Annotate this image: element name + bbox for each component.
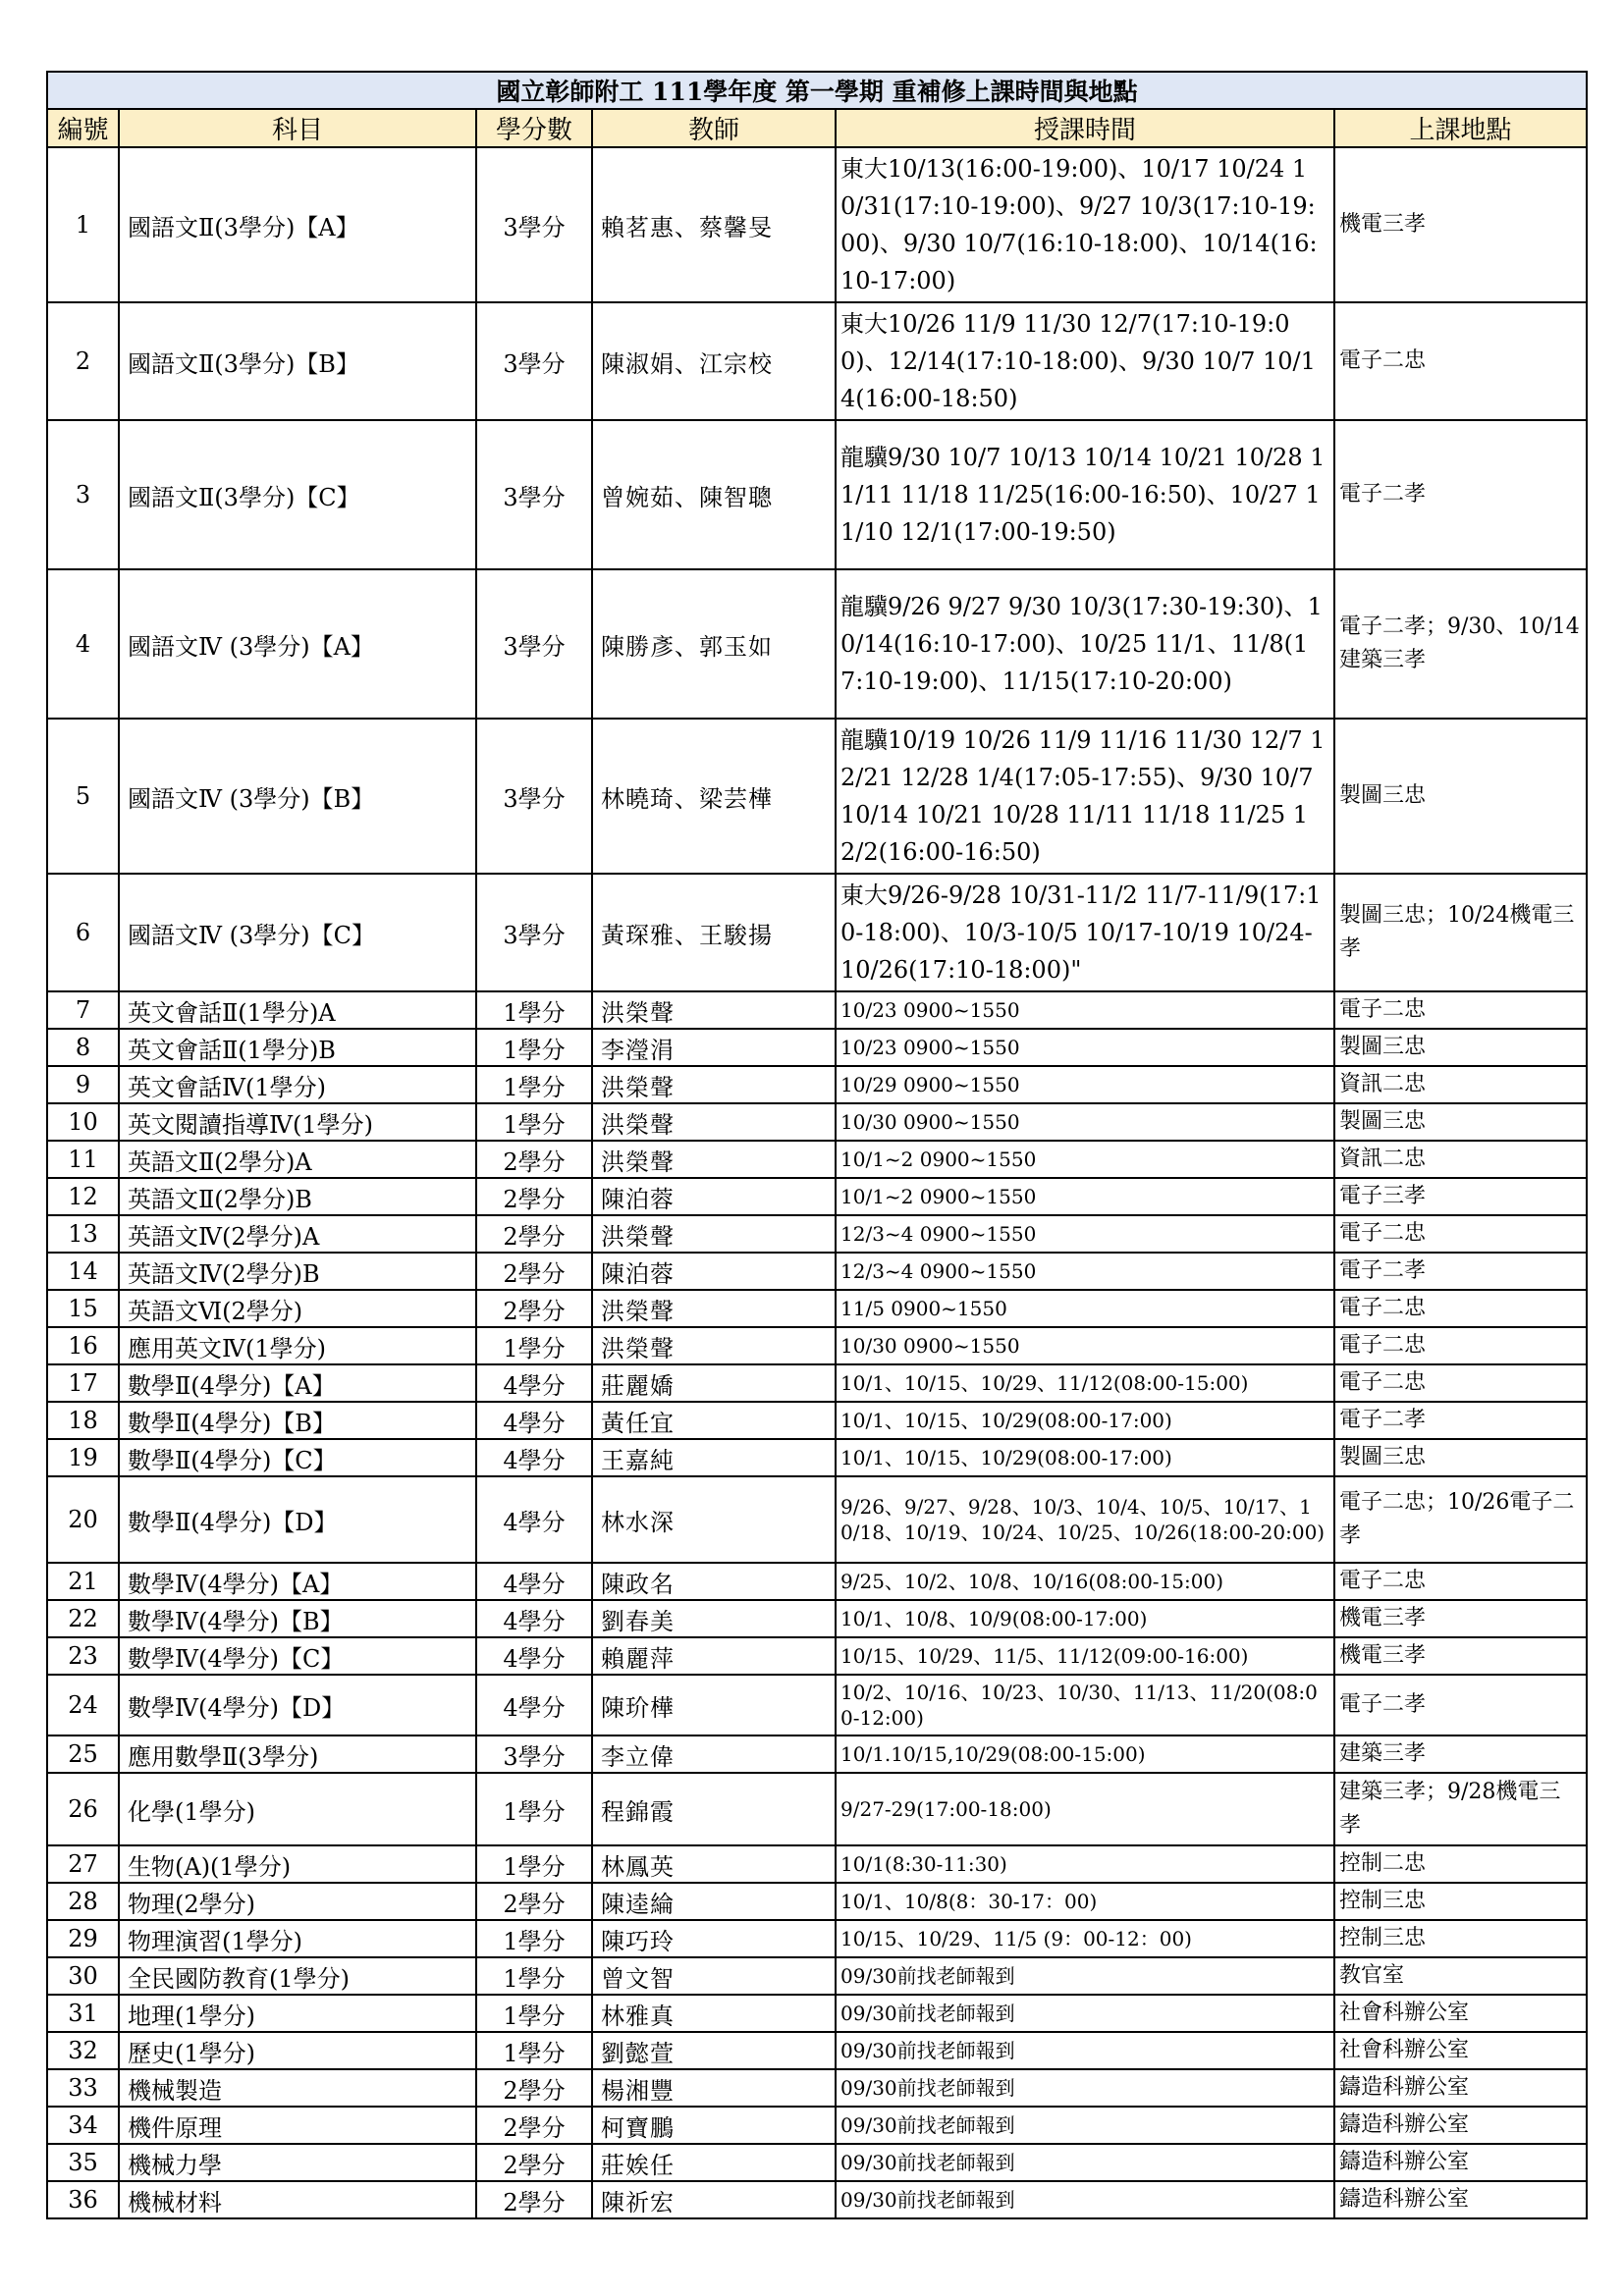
row-number: 18 bbox=[47, 1402, 119, 1439]
row-teacher: 洪榮聲 bbox=[592, 991, 836, 1029]
row-time: 10/1~2 0900~1550 bbox=[836, 1141, 1334, 1178]
row-location: 社會科辦公室 bbox=[1334, 2032, 1587, 2069]
row-number: 22 bbox=[47, 1600, 119, 1637]
row-credits: 4學分 bbox=[476, 1637, 592, 1675]
row-number: 34 bbox=[47, 2107, 119, 2144]
table-row bbox=[47, 1029, 1587, 1066]
row-number: 9 bbox=[47, 1066, 119, 1103]
row-location: 鑄造科辦公室 bbox=[1334, 2107, 1587, 2144]
row-teacher: 林水深 bbox=[592, 1476, 836, 1563]
row-number: 3 bbox=[47, 420, 119, 569]
row-number: 32 bbox=[47, 2032, 119, 2069]
table-row bbox=[47, 2069, 1587, 2107]
row-credits: 4學分 bbox=[476, 1402, 592, 1439]
row-teacher: 莊娭任 bbox=[592, 2144, 836, 2181]
row-teacher: 洪榮聲 bbox=[592, 1327, 836, 1364]
table-row bbox=[47, 1995, 1587, 2032]
row-location: 製圖三忠 bbox=[1334, 1103, 1587, 1141]
row-teacher: 陳政名 bbox=[592, 1563, 836, 1600]
table-row bbox=[47, 1178, 1587, 1215]
table-row bbox=[47, 569, 1587, 719]
table-title: 國立彰師附工 111學年度 第一學期 重補修上課時間與地點 bbox=[47, 72, 1587, 109]
row-credits: 4學分 bbox=[476, 1439, 592, 1476]
row-teacher: 陳祈宏 bbox=[592, 2181, 836, 2218]
row-teacher: 曾婉茹、陳智聰 bbox=[592, 420, 836, 569]
row-number: 8 bbox=[47, 1029, 119, 1066]
row-time: 10/1、10/15、10/29(08:00-17:00) bbox=[836, 1439, 1334, 1476]
row-credits: 1學分 bbox=[476, 1029, 592, 1066]
row-subject: 機械力學 bbox=[119, 2144, 476, 2181]
row-location: 資訊二忠 bbox=[1334, 1066, 1587, 1103]
row-location: 鑄造科辦公室 bbox=[1334, 2069, 1587, 2107]
row-time: 龍驥9/26 9/27 9/30 10/3(17:30-19:30)、10/14(16:10-17:00)、10/25 11/1、11/8(17:10-19:00)、11/15(17:10-20:00) bbox=[836, 569, 1334, 719]
table-row bbox=[47, 1883, 1587, 1920]
row-number: 5 bbox=[47, 719, 119, 874]
table-row bbox=[47, 1637, 1587, 1675]
row-credits: 1學分 bbox=[476, 1957, 592, 1995]
table-row bbox=[47, 1141, 1587, 1178]
row-teacher: 陳逵綸 bbox=[592, 1883, 836, 1920]
row-teacher: 洪榮聲 bbox=[592, 1290, 836, 1327]
header-location: 上課地點 bbox=[1334, 109, 1587, 147]
row-time: 09/30前找老師報到 bbox=[836, 2107, 1334, 2144]
row-subject: 生物(A)(1學分) bbox=[119, 1845, 476, 1883]
row-time: 09/30前找老師報到 bbox=[836, 2181, 1334, 2218]
row-location: 鑄造科辦公室 bbox=[1334, 2181, 1587, 2218]
row-subject: 英文會話Ⅱ(1學分)A bbox=[119, 991, 476, 1029]
row-number: 6 bbox=[47, 874, 119, 991]
row-credits: 2學分 bbox=[476, 1141, 592, 1178]
header-teacher: 教師 bbox=[592, 109, 836, 147]
row-location: 電子二忠 bbox=[1334, 1290, 1587, 1327]
row-time: 10/2、10/16、10/23、10/30、11/13、11/20(08:00-12:00) bbox=[836, 1675, 1334, 1735]
row-teacher: 王嘉純 bbox=[592, 1439, 836, 1476]
row-location: 建築三孝；9/28機電三孝 bbox=[1334, 1773, 1587, 1845]
table-row bbox=[47, 302, 1587, 420]
row-location: 電子二忠；10/26電子二孝 bbox=[1334, 1476, 1587, 1563]
row-number: 11 bbox=[47, 1141, 119, 1178]
table-row bbox=[47, 2144, 1587, 2181]
table-row bbox=[47, 1600, 1587, 1637]
row-time: 10/1、10/15、10/29(08:00-17:00) bbox=[836, 1402, 1334, 1439]
table-row bbox=[47, 1563, 1587, 1600]
row-teacher: 洪榮聲 bbox=[592, 1141, 836, 1178]
row-subject: 機件原理 bbox=[119, 2107, 476, 2144]
row-number: 28 bbox=[47, 1883, 119, 1920]
row-number: 21 bbox=[47, 1563, 119, 1600]
row-number: 2 bbox=[47, 302, 119, 420]
row-number: 33 bbox=[47, 2069, 119, 2107]
row-teacher: 李立偉 bbox=[592, 1735, 836, 1773]
row-time: 10/1~2 0900~1550 bbox=[836, 1178, 1334, 1215]
table-row bbox=[47, 1215, 1587, 1253]
row-teacher: 柯寶鵬 bbox=[592, 2107, 836, 2144]
row-subject: 國語文Ⅱ(3學分)【C】 bbox=[119, 420, 476, 569]
row-time: 東大9/26-9/28 10/31-11/2 11/7-11/9(17:10-18:00)、10/3-10/5 10/17-10/19 10/24-10/26(17:10-18:00)" bbox=[836, 874, 1334, 991]
row-teacher: 洪榮聲 bbox=[592, 1066, 836, 1103]
row-subject: 全民國防教育(1學分) bbox=[119, 1957, 476, 1995]
table-row bbox=[47, 2032, 1587, 2069]
table-row bbox=[47, 1476, 1587, 1563]
row-credits: 3學分 bbox=[476, 874, 592, 991]
row-time: 09/30前找老師報到 bbox=[836, 1957, 1334, 1995]
row-subject: 英語文Ⅵ(2學分) bbox=[119, 1290, 476, 1327]
row-number: 26 bbox=[47, 1773, 119, 1845]
row-time: 10/30 0900~1550 bbox=[836, 1103, 1334, 1141]
row-credits: 2學分 bbox=[476, 1215, 592, 1253]
row-time: 龍驥9/30 10/7 10/13 10/14 10/21 10/28 11/11 11/18 11/25(16:00-16:50)、10/27 11/10 12/1(17:00-19:50) bbox=[836, 420, 1334, 569]
row-subject: 數學Ⅱ(4學分)【B】 bbox=[119, 1402, 476, 1439]
row-teacher: 洪榮聲 bbox=[592, 1215, 836, 1253]
row-credits: 1學分 bbox=[476, 1845, 592, 1883]
row-teacher: 劉春美 bbox=[592, 1600, 836, 1637]
row-number: 35 bbox=[47, 2144, 119, 2181]
row-teacher: 陳玠樺 bbox=[592, 1675, 836, 1735]
row-subject: 國語文Ⅳ (3學分)【A】 bbox=[119, 569, 476, 719]
table-row bbox=[47, 1066, 1587, 1103]
row-teacher: 陳泊蓉 bbox=[592, 1253, 836, 1290]
row-number: 17 bbox=[47, 1364, 119, 1402]
row-teacher: 黃任宜 bbox=[592, 1402, 836, 1439]
row-number: 13 bbox=[47, 1215, 119, 1253]
row-subject: 英文會話Ⅳ(1學分) bbox=[119, 1066, 476, 1103]
row-number: 30 bbox=[47, 1957, 119, 1995]
row-credits: 3學分 bbox=[476, 1735, 592, 1773]
row-number: 27 bbox=[47, 1845, 119, 1883]
row-subject: 數學Ⅱ(4學分)【C】 bbox=[119, 1439, 476, 1476]
row-number: 7 bbox=[47, 991, 119, 1029]
row-subject: 應用數學Ⅱ(3學分) bbox=[119, 1735, 476, 1773]
header-no: 編號 bbox=[47, 109, 119, 147]
row-location: 電子二孝 bbox=[1334, 420, 1587, 569]
row-teacher: 陳巧玲 bbox=[592, 1920, 836, 1957]
row-location: 資訊二忠 bbox=[1334, 1141, 1587, 1178]
row-subject: 物理(2學分) bbox=[119, 1883, 476, 1920]
row-teacher: 程錦霞 bbox=[592, 1773, 836, 1845]
table-row bbox=[47, 147, 1587, 302]
row-time: 龍驥10/19 10/26 11/9 11/16 11/30 12/7 12/21 12/28 1/4(17:05-17:55)、9/30 10/7 10/14 10/21 10/28 11/11 11/18 11/25 12/2(16:00-16:50) bbox=[836, 719, 1334, 874]
row-number: 20 bbox=[47, 1476, 119, 1563]
table-row bbox=[47, 1735, 1587, 1773]
table-row bbox=[47, 874, 1587, 991]
table-row bbox=[47, 2107, 1587, 2144]
row-time: 東大10/26 11/9 11/30 12/7(17:10-19:00)、12/14(17:10-18:00)、9/30 10/7 10/14(16:00-18:50) bbox=[836, 302, 1334, 420]
row-time: 10/1.10/15,10/29(08:00-15:00) bbox=[836, 1735, 1334, 1773]
table-row bbox=[47, 719, 1587, 874]
row-teacher: 林曉琦、梁芸樺 bbox=[592, 719, 836, 874]
table-row bbox=[47, 1327, 1587, 1364]
row-credits: 1學分 bbox=[476, 1103, 592, 1141]
row-location: 控制三忠 bbox=[1334, 1883, 1587, 1920]
row-location: 製圖三忠 bbox=[1334, 1029, 1587, 1066]
row-credits: 2學分 bbox=[476, 1290, 592, 1327]
row-location: 社會科辦公室 bbox=[1334, 1995, 1587, 2032]
row-subject: 國語文Ⅱ(3學分)【A】 bbox=[119, 147, 476, 302]
row-location: 控制三忠 bbox=[1334, 1920, 1587, 1957]
table-row bbox=[47, 1103, 1587, 1141]
row-subject: 化學(1學分) bbox=[119, 1773, 476, 1845]
row-teacher: 陳泊蓉 bbox=[592, 1178, 836, 1215]
row-time: 12/3~4 0900~1550 bbox=[836, 1253, 1334, 1290]
row-credits: 2學分 bbox=[476, 2181, 592, 2218]
table-row bbox=[47, 1364, 1587, 1402]
row-subject: 英語文Ⅳ(2學分)A bbox=[119, 1215, 476, 1253]
row-time: 9/26、9/27、9/28、10/3、10/4、10/5、10/17、10/18、10/19、10/24、10/25、10/26(18:00-20:00) bbox=[836, 1476, 1334, 1563]
table-row bbox=[47, 1675, 1587, 1735]
row-teacher: 賴茗惠、蔡馨旻 bbox=[592, 147, 836, 302]
row-number: 36 bbox=[47, 2181, 119, 2218]
row-subject: 機械材料 bbox=[119, 2181, 476, 2218]
row-subject: 應用英文Ⅳ(1學分) bbox=[119, 1327, 476, 1364]
row-subject: 英文會話Ⅱ(1學分)B bbox=[119, 1029, 476, 1066]
row-teacher: 陳淑娟、江宗校 bbox=[592, 302, 836, 420]
row-teacher: 林鳳英 bbox=[592, 1845, 836, 1883]
row-number: 23 bbox=[47, 1637, 119, 1675]
row-credits: 4學分 bbox=[476, 1563, 592, 1600]
row-credits: 4學分 bbox=[476, 1364, 592, 1402]
table-row bbox=[47, 1773, 1587, 1845]
row-time: 09/30前找老師報到 bbox=[836, 1995, 1334, 2032]
row-number: 10 bbox=[47, 1103, 119, 1141]
row-time: 10/30 0900~1550 bbox=[836, 1327, 1334, 1364]
row-location: 建築三孝 bbox=[1334, 1735, 1587, 1773]
row-subject: 國語文Ⅳ (3學分)【C】 bbox=[119, 874, 476, 991]
row-location: 電子二忠 bbox=[1334, 1364, 1587, 1402]
header-subject: 科目 bbox=[119, 109, 476, 147]
row-time: 09/30前找老師報到 bbox=[836, 2144, 1334, 2181]
row-time: 11/5 0900~1550 bbox=[836, 1290, 1334, 1327]
table-row bbox=[47, 2181, 1587, 2218]
row-time: 10/23 0900~1550 bbox=[836, 991, 1334, 1029]
row-subject: 數學Ⅳ(4學分)【D】 bbox=[119, 1675, 476, 1735]
row-credits: 3學分 bbox=[476, 719, 592, 874]
row-location: 電子二忠 bbox=[1334, 991, 1587, 1029]
row-subject: 地理(1學分) bbox=[119, 1995, 476, 2032]
row-location: 電子二忠 bbox=[1334, 1215, 1587, 1253]
table-row bbox=[47, 1402, 1587, 1439]
row-location: 鑄造科辦公室 bbox=[1334, 2144, 1587, 2181]
row-subject: 歷史(1學分) bbox=[119, 2032, 476, 2069]
row-number: 12 bbox=[47, 1178, 119, 1215]
row-credits: 2學分 bbox=[476, 1178, 592, 1215]
row-time: 10/1、10/8(8：30-17：00) bbox=[836, 1883, 1334, 1920]
row-teacher: 曾文智 bbox=[592, 1957, 836, 1995]
row-location: 機電三孝 bbox=[1334, 147, 1587, 302]
row-teacher: 林雅真 bbox=[592, 1995, 836, 2032]
row-time: 10/1、10/8、10/9(08:00-17:00) bbox=[836, 1600, 1334, 1637]
row-credits: 1學分 bbox=[476, 1327, 592, 1364]
row-credits: 1學分 bbox=[476, 1773, 592, 1845]
row-number: 19 bbox=[47, 1439, 119, 1476]
row-location: 機電三孝 bbox=[1334, 1600, 1587, 1637]
row-location: 電子二孝 bbox=[1334, 1402, 1587, 1439]
row-location: 製圖三忠 bbox=[1334, 719, 1587, 874]
schedule-table bbox=[46, 71, 1588, 2219]
table-row bbox=[47, 1439, 1587, 1476]
row-number: 29 bbox=[47, 1920, 119, 1957]
row-teacher: 劉懿萱 bbox=[592, 2032, 836, 2069]
row-subject: 國語文Ⅱ(3學分)【B】 bbox=[119, 302, 476, 420]
row-subject: 數學Ⅳ(4學分)【B】 bbox=[119, 1600, 476, 1637]
row-credits: 3學分 bbox=[476, 569, 592, 719]
row-time: 10/15、10/29、11/5、11/12(09:00-16:00) bbox=[836, 1637, 1334, 1675]
row-credits: 2學分 bbox=[476, 2144, 592, 2181]
row-number: 16 bbox=[47, 1327, 119, 1364]
table-row bbox=[47, 420, 1587, 569]
row-time: 9/27-29(17:00-18:00) bbox=[836, 1773, 1334, 1845]
table-row bbox=[47, 1845, 1587, 1883]
row-credits: 3學分 bbox=[476, 302, 592, 420]
row-location: 電子二忠 bbox=[1334, 1327, 1587, 1364]
row-subject: 英語文Ⅳ(2學分)B bbox=[119, 1253, 476, 1290]
row-number: 15 bbox=[47, 1290, 119, 1327]
row-location: 控制二忠 bbox=[1334, 1845, 1587, 1883]
row-number: 25 bbox=[47, 1735, 119, 1773]
row-location: 電子三孝 bbox=[1334, 1178, 1587, 1215]
row-credits: 1學分 bbox=[476, 2032, 592, 2069]
row-number: 31 bbox=[47, 1995, 119, 2032]
row-number: 1 bbox=[47, 147, 119, 302]
row-location: 電子二孝；9/30、10/14建築三孝 bbox=[1334, 569, 1587, 719]
row-location: 教官室 bbox=[1334, 1957, 1587, 1995]
table-row bbox=[47, 991, 1587, 1029]
row-credits: 2學分 bbox=[476, 2107, 592, 2144]
row-subject: 數學Ⅱ(4學分)【A】 bbox=[119, 1364, 476, 1402]
row-credits: 1學分 bbox=[476, 1995, 592, 2032]
row-location: 電子二孝 bbox=[1334, 1253, 1587, 1290]
row-subject: 英語文Ⅱ(2學分)B bbox=[119, 1178, 476, 1215]
row-time: 10/29 0900~1550 bbox=[836, 1066, 1334, 1103]
table-row bbox=[47, 1957, 1587, 1995]
row-location: 機電三孝 bbox=[1334, 1637, 1587, 1675]
row-subject: 英文閱讀指導Ⅳ(1學分) bbox=[119, 1103, 476, 1141]
row-teacher: 李瀅涓 bbox=[592, 1029, 836, 1066]
row-credits: 1學分 bbox=[476, 1066, 592, 1103]
row-location: 製圖三忠；10/24機電三孝 bbox=[1334, 874, 1587, 991]
schedule-document bbox=[46, 71, 1586, 2219]
row-subject: 機械製造 bbox=[119, 2069, 476, 2107]
row-credits: 2學分 bbox=[476, 1253, 592, 1290]
row-location: 製圖三忠 bbox=[1334, 1439, 1587, 1476]
row-subject: 物理演習(1學分) bbox=[119, 1920, 476, 1957]
header-time: 授課時間 bbox=[836, 109, 1334, 147]
row-subject: 數學Ⅱ(4學分)【D】 bbox=[119, 1476, 476, 1563]
row-credits: 3學分 bbox=[476, 420, 592, 569]
header-credits: 學分數 bbox=[476, 109, 592, 147]
row-location: 電子二孝 bbox=[1334, 1675, 1587, 1735]
row-time: 東大10/13(16:00-19:00)、10/17 10/24 10/31(17:10-19:00)、9/27 10/3(17:10-19:00)、9/30 10/7(16:10-18:00)、10/14(16:10-17:00) bbox=[836, 147, 1334, 302]
row-credits: 4學分 bbox=[476, 1600, 592, 1637]
table-body bbox=[47, 147, 1587, 2218]
table-row bbox=[47, 1290, 1587, 1327]
row-credits: 1學分 bbox=[476, 1920, 592, 1957]
row-number: 14 bbox=[47, 1253, 119, 1290]
row-credits: 4學分 bbox=[476, 1476, 592, 1563]
row-location: 電子二忠 bbox=[1334, 1563, 1587, 1600]
row-subject: 數學Ⅳ(4學分)【C】 bbox=[119, 1637, 476, 1675]
row-time: 12/3~4 0900~1550 bbox=[836, 1215, 1334, 1253]
row-number: 24 bbox=[47, 1675, 119, 1735]
row-credits: 2學分 bbox=[476, 1883, 592, 1920]
row-time: 10/15、10/29、11/5 (9：00-12：00) bbox=[836, 1920, 1334, 1957]
table-row bbox=[47, 1253, 1587, 1290]
row-teacher: 黃琛雅、王駿揚 bbox=[592, 874, 836, 991]
row-teacher: 莊麗嬌 bbox=[592, 1364, 836, 1402]
row-subject: 英語文Ⅱ(2學分)A bbox=[119, 1141, 476, 1178]
row-teacher: 陳勝彥、郭玉如 bbox=[592, 569, 836, 719]
row-credits: 4學分 bbox=[476, 1675, 592, 1735]
row-time: 9/25、10/2、10/8、10/16(08:00-15:00) bbox=[836, 1563, 1334, 1600]
row-teacher: 洪榮聲 bbox=[592, 1103, 836, 1141]
row-teacher: 賴麗萍 bbox=[592, 1637, 836, 1675]
row-time: 09/30前找老師報到 bbox=[836, 2069, 1334, 2107]
row-time: 09/30前找老師報到 bbox=[836, 2032, 1334, 2069]
row-credits: 1學分 bbox=[476, 991, 592, 1029]
row-credits: 2學分 bbox=[476, 2069, 592, 2107]
row-time: 10/1(8:30-11:30) bbox=[836, 1845, 1334, 1883]
row-number: 4 bbox=[47, 569, 119, 719]
row-teacher: 楊湘豐 bbox=[592, 2069, 836, 2107]
row-time: 10/23 0900~1550 bbox=[836, 1029, 1334, 1066]
row-time: 10/1、10/15、10/29、11/12(08:00-15:00) bbox=[836, 1364, 1334, 1402]
row-credits: 3學分 bbox=[476, 147, 592, 302]
row-location: 電子二忠 bbox=[1334, 302, 1587, 420]
row-subject: 數學Ⅳ(4學分)【A】 bbox=[119, 1563, 476, 1600]
row-subject: 國語文Ⅳ (3學分)【B】 bbox=[119, 719, 476, 874]
table-row bbox=[47, 1920, 1587, 1957]
